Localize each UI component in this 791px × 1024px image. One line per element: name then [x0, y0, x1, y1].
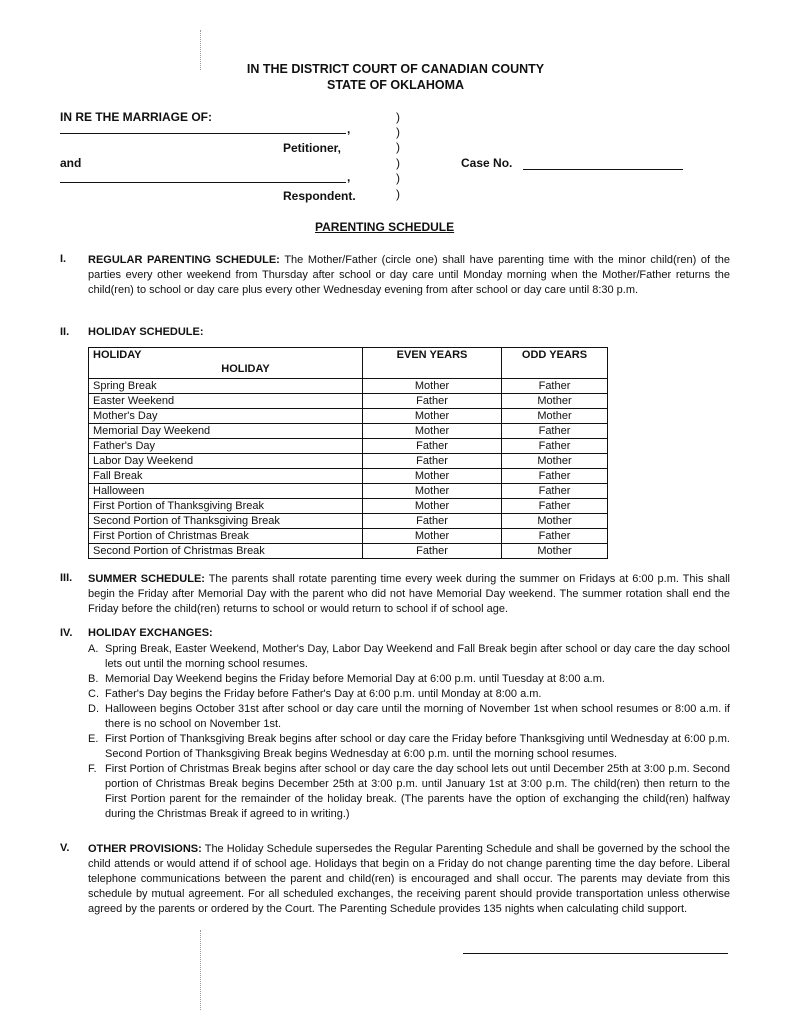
list-item-text: Memorial Day Weekend begins the Friday before Memorial Day at 6:00 p.m. until Tuesday at 8:00 a.m.	[105, 673, 605, 685]
list-item-letter: F.	[88, 763, 97, 775]
even-years-cell: Father	[363, 544, 502, 559]
respondent-label: Respondent.	[283, 189, 356, 203]
holiday-column-header	[89, 348, 363, 379]
summer-schedule-paragraph	[88, 572, 730, 617]
section-number: II.	[60, 326, 70, 338]
holiday-name-cell: Second Portion of Thanksgiving Break	[89, 514, 363, 529]
list-item	[88, 642, 730, 672]
section-heading: HOLIDAY EXCHANGES:	[88, 627, 213, 639]
even-years-cell: Mother	[363, 499, 502, 514]
comma-2: ,	[347, 170, 351, 184]
court-name: IN THE DISTRICT COURT OF CANADIAN COUNTY	[246, 62, 545, 76]
table-row	[89, 454, 608, 469]
case-no-label: Case No.	[461, 156, 513, 170]
even-years-cell: Father	[363, 394, 502, 409]
caption-paren: )	[396, 140, 400, 154]
even-years-cell: Mother	[363, 424, 502, 439]
and-label: and	[60, 156, 82, 170]
list-item	[88, 762, 730, 822]
list-item-text: Spring Break, Easter Weekend, Mother's Day, Labor Day Weekend and Fall Break begin after school or day care the day school lets out until the morning school resumes.	[105, 643, 730, 670]
list-item	[88, 732, 730, 762]
petitioner-name-line[interactable]	[60, 133, 346, 134]
table-row	[89, 409, 608, 424]
odd-years-header: ODD YEARS	[502, 348, 608, 379]
odd-years-cell: Father	[502, 529, 608, 544]
caption-paren: )	[396, 156, 400, 170]
section-heading: OTHER PROVISIONS:	[88, 843, 202, 855]
even-years-header: EVEN YEARS	[363, 348, 502, 379]
list-item-letter: A.	[88, 643, 99, 655]
table-row	[89, 514, 608, 529]
even-years-cell: Mother	[363, 484, 502, 499]
section-number: V.	[60, 842, 70, 854]
holiday-name-cell: Memorial Day Weekend	[89, 424, 363, 439]
even-years-cell: Mother	[363, 469, 502, 484]
in-re-label: IN RE THE MARRIAGE OF:	[60, 110, 212, 124]
case-no-line[interactable]	[523, 169, 683, 170]
holiday-name-cell: Father's Day	[89, 439, 363, 454]
section-text: The Holiday Schedule supersedes the Regular Parenting Schedule and shall be governed by the school the child attends or would attend if of school age. Holidays that begin on a Friday do not change parenting time the day before. Liberal telephone communications between the parent and child(ren) is encouraged and shall occur. The parents may deviate from this schedule by mutual agreement. For all scheduled exchanges, the receiving parent should provide transportation unless otherwise agreed by the parents or ordered by the Court. The Parenting Schedule provides 135 nights when calculating child support.	[88, 843, 731, 915]
scan-artifact	[200, 930, 207, 1010]
table-row	[89, 469, 608, 484]
table-row	[89, 484, 608, 499]
document-title: PARENTING SCHEDULE	[315, 220, 455, 234]
odd-years-cell: Mother	[502, 409, 608, 424]
list-item	[88, 687, 730, 702]
holiday-header-sub: HOLIDAY	[221, 363, 270, 375]
even-years-cell: Father	[363, 454, 502, 469]
odd-years-cell: Father	[502, 499, 608, 514]
table-row	[89, 394, 608, 409]
list-item-letter: B.	[88, 673, 99, 685]
holiday-name-cell: Easter Weekend	[89, 394, 363, 409]
signature-line[interactable]	[463, 953, 728, 954]
holiday-name-cell: Spring Break	[89, 379, 363, 394]
odd-years-cell: Father	[502, 424, 608, 439]
caption-paren: )	[396, 125, 400, 139]
list-item-letter: C.	[88, 688, 99, 700]
list-item-letter: D.	[88, 703, 99, 715]
holiday-header-top: HOLIDAY	[93, 349, 142, 361]
holiday-name-cell: Halloween	[89, 484, 363, 499]
odd-years-cell: Father	[502, 379, 608, 394]
odd-years-cell: Mother	[502, 544, 608, 559]
holiday-name-cell: First Portion of Thanksgiving Break	[89, 499, 363, 514]
odd-years-cell: Father	[502, 439, 608, 454]
caption-paren: )	[396, 187, 400, 201]
section-number: III.	[60, 572, 73, 584]
list-item	[88, 702, 730, 732]
odd-years-cell: Mother	[502, 394, 608, 409]
holiday-exchanges-list	[88, 642, 730, 822]
even-years-cell: Mother	[363, 529, 502, 544]
table-row	[89, 439, 608, 454]
odd-years-cell: Father	[502, 484, 608, 499]
section-text: The parents shall rotate parenting time every week during the summer on Fridays at 6:00 p.m. This shall begin the Friday after Memorial Day with the parent who did not have Memorial Day weekend. The summer rotation shall end the Friday before the child(ren) returns to school or would return to school if of school age.	[88, 573, 730, 615]
list-item-text: Halloween begins October 31st after school or day care until the morning of November 1st when school resumes or 8:00 a.m. if there is no school on November 1st.	[105, 703, 730, 730]
list-item-text: Father's Day begins the Friday before Father's Day at 6:00 p.m. until Monday at 8:00 a.m.	[105, 688, 542, 700]
table-row	[89, 499, 608, 514]
section-text: The Mother/Father (circle one) shall have parenting time with the minor child(ren) of the parties every other weekend from Thursday after school or day care until Monday morning when the Mother/Father returns the child(ren) to school or day care plus every other Wednesday evening from after school or day care until 8:30 p.m.	[88, 254, 731, 296]
even-years-cell: Father	[363, 514, 502, 529]
holiday-table	[88, 347, 608, 559]
regular-schedule-paragraph	[88, 253, 730, 298]
section-heading: SUMMER SCHEDULE:	[88, 573, 205, 585]
section-heading: HOLIDAY SCHEDULE:	[88, 326, 204, 338]
list-item-text: First Portion of Christmas Break begins after school or day care the day school lets out until December 25th at 3:00 p.m. Second portion of Christmas Break begins December 25th at 3:00 p.m. until January 1st at 3:00 p.m. The child(ren) then return to the First Portion parent for the remainder of the holiday break. (The parents have the option of exchanging the child(ren) halfway during the Christmas Break if agreed to in writing.)	[105, 763, 730, 820]
court-state: STATE OF OKLAHOMA	[326, 78, 465, 92]
even-years-cell: Father	[363, 439, 502, 454]
section-heading: REGULAR PARENTING SCHEDULE:	[88, 254, 280, 266]
table-row	[89, 379, 608, 394]
caption-paren: )	[396, 171, 400, 185]
respondent-name-line[interactable]	[60, 182, 346, 183]
comma-1: ,	[347, 122, 351, 136]
even-years-cell: Mother	[363, 409, 502, 424]
holiday-name-cell: Second Portion of Christmas Break	[89, 544, 363, 559]
petitioner-label: Petitioner,	[283, 141, 342, 155]
list-item-text: First Portion of Thanksgiving Break begins after school or day care the Friday before Thanksgiving until Wednesday at 6:00 p.m. Second Portion of Thanksgiving Break begins Wednesday at 6:00 p.m. until the morning school resumes.	[105, 733, 730, 760]
scan-artifact	[200, 30, 207, 70]
table-row	[89, 529, 608, 544]
holiday-name-cell: First Portion of Christmas Break	[89, 529, 363, 544]
list-item	[88, 672, 730, 687]
odd-years-cell: Father	[502, 469, 608, 484]
odd-years-cell: Mother	[502, 514, 608, 529]
holiday-name-cell: Labor Day Weekend	[89, 454, 363, 469]
caption-paren: )	[396, 110, 400, 124]
holiday-name-cell: Fall Break	[89, 469, 363, 484]
section-number: I.	[60, 253, 67, 265]
odd-years-cell: Mother	[502, 454, 608, 469]
list-item-letter: E.	[88, 733, 99, 745]
other-provisions-paragraph	[88, 842, 730, 917]
section-number: IV.	[60, 627, 73, 639]
table-row	[89, 424, 608, 439]
even-years-cell: Mother	[363, 379, 502, 394]
table-row	[89, 544, 608, 559]
holiday-name-cell: Mother's Day	[89, 409, 363, 424]
